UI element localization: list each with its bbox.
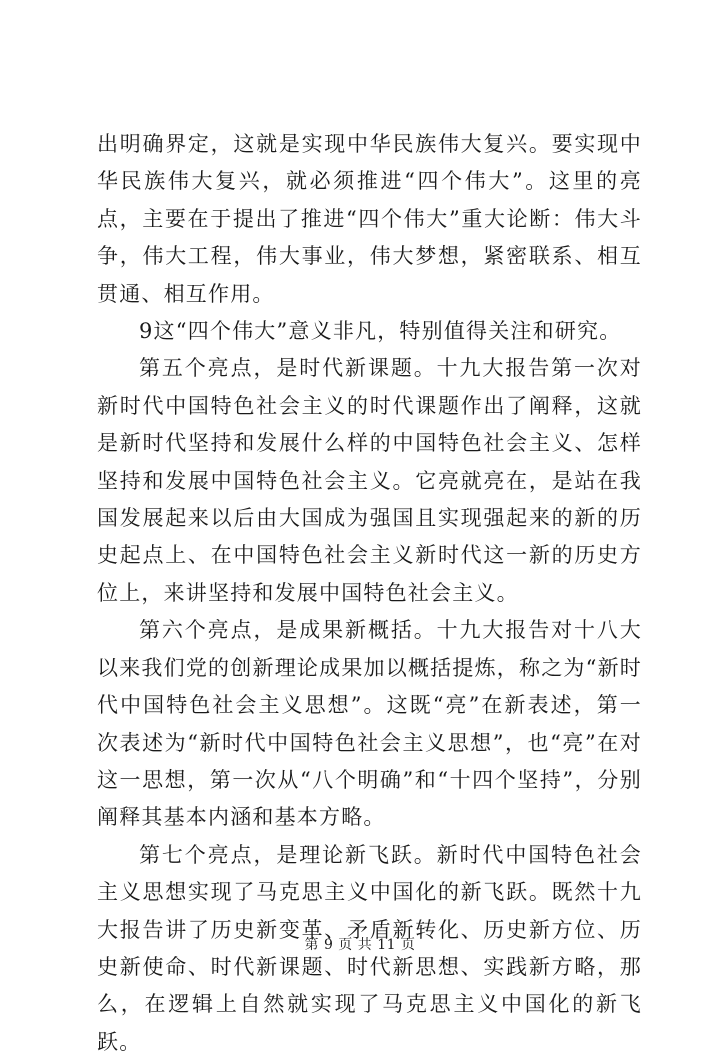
paragraph-fifth-highlight: 第五个亮点，是时代新课题。十九大报告第一次对新时代中国特色社会主义的时代课题作出了阐释，这就是新时代坚持和发展什么样的中国特色社会主义、怎样坚持和发展中国特色社会主义。它亮就亮在，是站在我国发展起来以后由大国成为强国且实现强起来的新的历史起点上、在中国特色社会主义新时代这一新的历史方位上，来讲坚持和发展中国特色社会主义。 (97, 356, 642, 605)
page-number-footer: 第 9 页 共 11 页 (304, 937, 416, 953)
paragraph-seventh-highlight: 第七个亮点，是理论新飞跃。新时代中国特色社会主义思想实现了马克思主义中国化的新飞跃。既然十九大报告讲了历史新变革、矛盾新转化、历史新方位、历史新使命、时代新课题、时代新思想、实践新方略，那么，在逻辑上自然就实现了马克思主义中国化的新飞跃。 (97, 842, 642, 1054)
paragraph-four-greats-note: 9这“四个伟大”意义非凡，特别值得关注和研究。 (139, 319, 622, 344)
paragraph-sixth-highlight: 第六个亮点，是成果新概括。十九大报告对十八大以来我们党的创新理论成果加以概括提炼，称之为“新时代中国特色社会主义思想”。这既“亮”在新表述，第一次表述为“新时代中国特色社会主义思想”，也“亮”在对这一思想，第一次从“八个明确”和“十四个坚持”，分别阐释其基本内涵和基本方略。 (97, 618, 642, 830)
paragraph-continuation: 出明确界定，这就是实现中华民族伟大复兴。要实现中华民族伟大复兴，就必须推进“四个伟大”。这里的亮点，主要在于提出了推进“四个伟大”重大论断：伟大斗争，伟大工程，伟大事业，伟大梦想，紧密联系、相互贯通、相互作用。 (97, 132, 642, 306)
body-text (97, 126, 642, 1061)
